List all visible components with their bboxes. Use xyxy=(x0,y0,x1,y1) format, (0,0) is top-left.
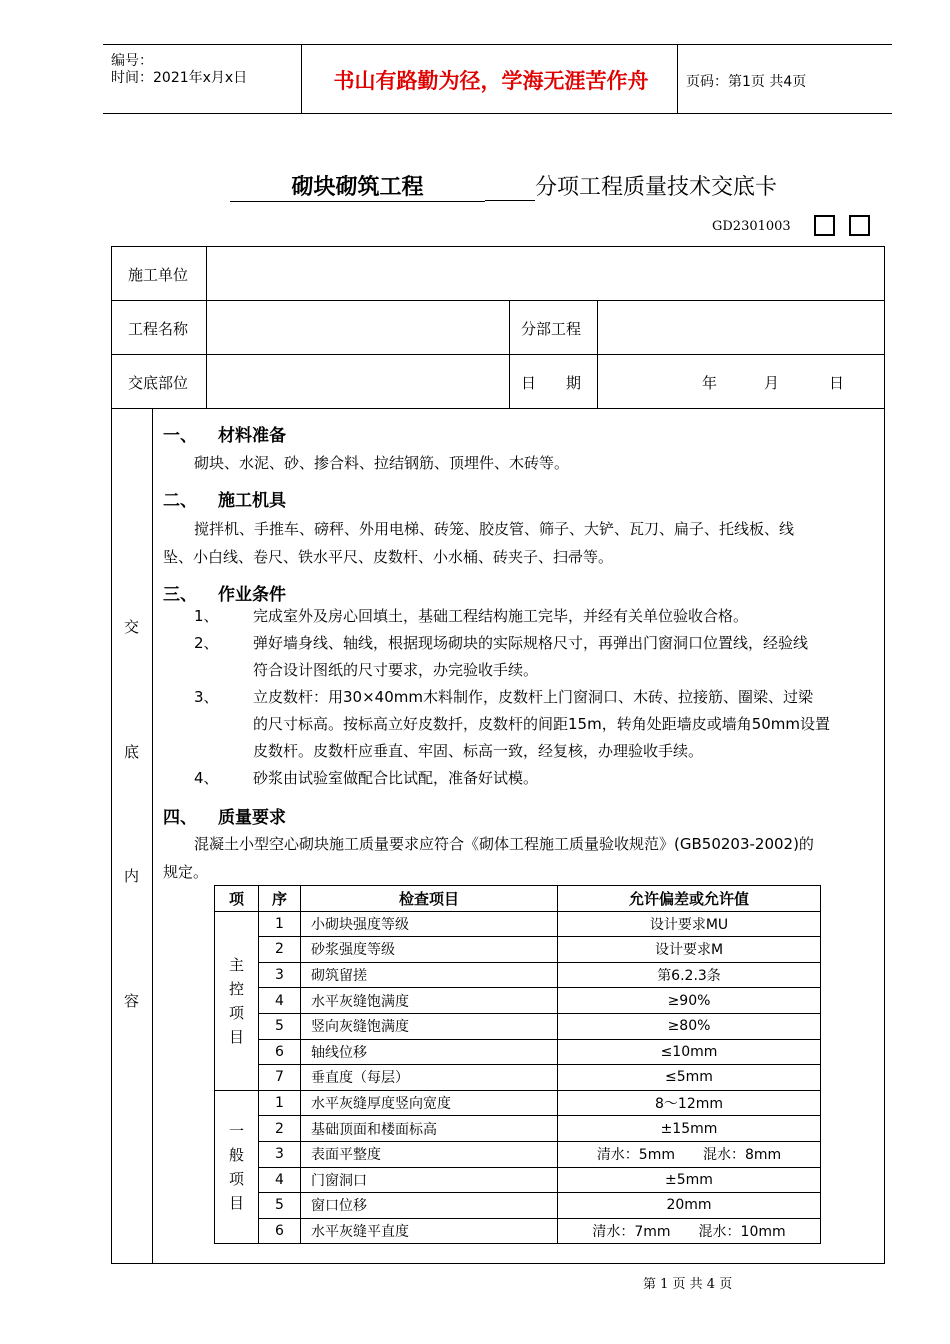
header-meta xyxy=(103,45,301,113)
construction-unit-label: 施工单位 xyxy=(128,266,189,284)
section-text: 砌块、水泥、砂、掺合料、拉结钢筋、顶埋件、木砖等。 xyxy=(194,454,570,472)
side-label-char: 内 xyxy=(124,867,140,885)
list-item-number: 3、 xyxy=(194,688,219,706)
main-group-label: 主控项目 xyxy=(215,911,259,1090)
list-item-number: 1、 xyxy=(194,607,219,625)
table-row: 2 砂浆强度等级 设计要求M xyxy=(215,937,821,963)
table-row: 4 门窗洞口 ±5mm xyxy=(215,1167,821,1193)
section-text: 搅拌机、手推车、磅秤、外用电梯、砖笼、胶皮管、筛子、大铲、瓦刀、扁子、托线板、线 xyxy=(194,520,795,538)
column-header: 检查项目 xyxy=(301,886,558,912)
date-label: 日 期 xyxy=(521,374,582,392)
column-header: 允许偏差或允许值 xyxy=(558,886,821,912)
quality-table xyxy=(214,885,821,1244)
briefing-part-label: 交底部位 xyxy=(128,374,189,392)
section-text: 坠、小白线、卷尺、铁水平尺、皮数杆、小水桶、砖夹子、扫帚等。 xyxy=(163,548,614,566)
code-label: 编号： xyxy=(111,53,153,69)
list-item-number: 2、 xyxy=(194,634,219,652)
header-page-number: 页码：第1页 共4页 xyxy=(686,74,807,90)
table-row: 5 竖向灰缝饱满度 ≥80% xyxy=(215,1013,821,1039)
header-divider xyxy=(677,45,678,113)
project-name-label: 工程名称 xyxy=(128,320,189,338)
section-text: 规定。 xyxy=(163,863,209,881)
list-item-text: 弹好墙身线、轴线，根据现场砌块的实际规格尺寸，再弹出门窗洞口位置线，经验线 xyxy=(253,634,809,652)
page-footer: 第 1 页 共 4 页 xyxy=(643,1277,733,1292)
list-item-text: 的尺寸标高。按标高立好皮数扦，皮数杆的间距15m，转角处距墙皮或墙角50mm设置 xyxy=(253,715,831,733)
row-divider xyxy=(111,354,884,355)
side-label-char: 底 xyxy=(124,743,140,761)
column-divider xyxy=(206,246,207,408)
header-motto: 书山有路勤为径，学海无涯苦作舟 xyxy=(333,68,649,93)
side-label-char: 交 xyxy=(124,618,140,636)
date-year: 年 xyxy=(702,374,718,392)
table-row: 2 基础顶面和楼面标高 ±15mm xyxy=(215,1116,821,1142)
list-item-text: 完成室外及房心回填土，基础工程结构施工完毕，并经有关单位验收合格。 xyxy=(253,607,749,625)
side-label-char: 容 xyxy=(124,992,140,1010)
column-divider xyxy=(509,300,510,408)
column-divider xyxy=(597,300,598,408)
column-header: 序 xyxy=(259,886,301,912)
table-row: 6 水平灰缝平直度 清水：7mm 混水：10mm xyxy=(215,1218,821,1244)
date-month: 月 xyxy=(764,374,780,392)
header-divider xyxy=(301,45,302,113)
column-divider xyxy=(152,408,153,1263)
table-row: 4 水平灰缝饱满度 ≥90% xyxy=(215,988,821,1014)
page-header xyxy=(103,44,892,114)
list-item-text: 立皮数杆：用30×40mm木料制作，皮数杆上门窗洞口、木砖、拉接筋、圈梁、过梁 xyxy=(253,688,813,706)
table-row: 5 窗口位移 20mm xyxy=(215,1193,821,1219)
row-divider xyxy=(111,300,884,301)
table-row: 3 表面平整度 清水：5mm 混水：8mm xyxy=(215,1141,821,1167)
table-row: 7 垂直度（每层） ≤5mm xyxy=(215,1065,821,1091)
row-divider xyxy=(111,408,884,409)
table-row: 6 轴线位移 ≤10mm xyxy=(215,1039,821,1065)
section-heading: 二、 施工机具 xyxy=(163,491,286,511)
document-number: GD2301003 xyxy=(712,219,791,234)
date-day: 日 xyxy=(829,374,845,392)
table-row: 主控项目 1 小砌块强度等级 设计要求MU xyxy=(215,911,821,937)
section-text: 混凝土小型空心砌块施工质量要求应符合《砌体工程施工质量验收规范》(GB50203-2002)的 xyxy=(194,835,814,853)
table-header-row xyxy=(215,886,821,912)
document-title xyxy=(230,170,777,202)
checkbox[interactable] xyxy=(814,215,835,236)
list-item-number: 4、 xyxy=(194,769,219,787)
list-item-text: 砂浆由试验室做配合比试配，准备好试模。 xyxy=(253,769,539,787)
checkbox[interactable] xyxy=(849,215,870,236)
title-underline xyxy=(485,175,535,201)
list-item-text: 符合设计图纸的尺寸要求，办完验收手续。 xyxy=(253,661,539,679)
table-row: 一般项目 1 水平灰缝厚度竖向宽度 8～12mm xyxy=(215,1090,821,1116)
column-header: 项 xyxy=(215,886,259,912)
table-row: 3 砌筑留搓 第6.2.3条 xyxy=(215,962,821,988)
section-heading: 一、 材料准备 xyxy=(163,426,286,446)
title-suffix: 分项工程质量技术交底卡 xyxy=(535,175,778,200)
general-group-label: 一般项目 xyxy=(215,1090,259,1244)
sub-project-label: 分部工程 xyxy=(521,320,582,338)
time-label: 时间：2021年x月x日 xyxy=(111,70,248,86)
section-heading: 三、 作业条件 xyxy=(163,585,286,605)
list-item-text: 皮数杆。皮数杆应垂直、牢固、标高一致，经复核，办理验收手续。 xyxy=(253,742,704,760)
section-heading: 四、 质量要求 xyxy=(163,808,286,828)
project-name: 砌块砌筑工程 xyxy=(230,170,485,202)
